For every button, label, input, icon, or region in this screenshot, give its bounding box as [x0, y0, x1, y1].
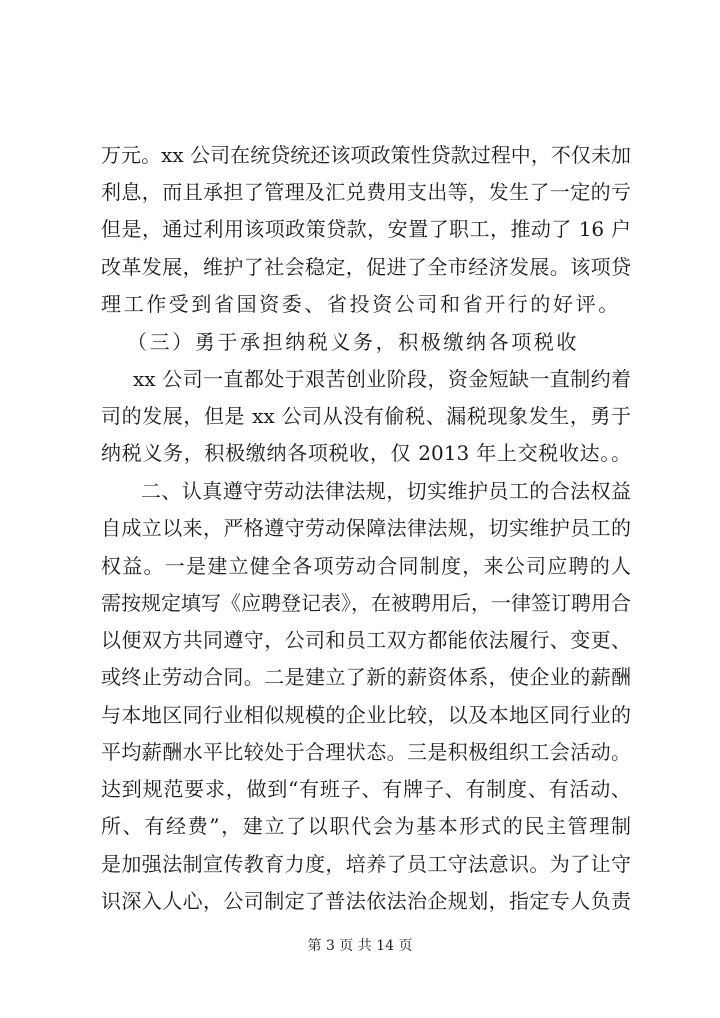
paragraph-line: 纳税义务，积极缴纳各项税收，仅 2013 年上交税收达。。 [101, 441, 631, 465]
section-heading-line: 二、认真遵守劳动法律法规，切实维护员工的合法权益 [141, 479, 631, 503]
paragraph-line: 识深入人心，公司制定了普法依法治企规划，指定专人负责 [101, 889, 631, 913]
paragraph-line: 理工作受到省国资委、省投资公司和省开行的好评。 [101, 292, 621, 316]
paragraph-line: 万元。xx 公司在统贷统还该项政策性贷款过程中，不仅未加 [101, 143, 631, 167]
paragraph-line: 平均薪酬水平比较处于合理状态。三是积极组织工会活动。 [101, 740, 631, 764]
paragraph-line: 但是，通过利用该项政策贷款，安置了职工，推动了 16 户 [101, 217, 631, 241]
paragraph-line: 需按规定填写《应聘登记表》，在被聘用后，一律签订聘用合 [101, 591, 631, 615]
paragraph-line: 所、有经费”，建立了以职代会为基本形式的民主管理制 [101, 814, 631, 838]
paragraph-line: 权益。一是建立健全各项劳动合同制度，来公司应聘的人 [101, 554, 631, 578]
paragraph-line: 或终止劳动合同。二是建立了新的薪资体系，使企业的薪酬 [101, 665, 631, 689]
paragraph-line: 利息，而且承担了管理及汇兑费用支出等，发生了一定的亏 [101, 180, 631, 204]
paragraph-line: 自成立以来，严格遵守劳动保障法律法规，切实维护员工的 [101, 516, 631, 540]
paragraph-line: 以便双方共同遵守，公司和员工双方都能依法履行、变更、 [101, 628, 631, 652]
page-number-footer: 第 3 页 共 14 页 [307, 938, 413, 954]
paragraph-line: 与本地区同行业相似规模的企业比较，以及本地区同行业的 [101, 703, 631, 727]
paragraph-line: 达到规范要求，做到“有班子、有牌子、有制度、有活动、 [101, 777, 631, 801]
section-heading: （三）勇于承担纳税义务，积极缴纳各项税收 [127, 330, 579, 354]
paragraph-line: xx 公司一直都处于艰苦创业阶段，资金短缺一直制约着 [133, 367, 631, 391]
paragraph-line: 是加强法制宣传教育力度，培养了员工守法意识。为了让守 [101, 852, 631, 876]
paragraph-line: 改革发展，维护了社会稳定，促进了全市经济发展。该项贷 [101, 255, 631, 279]
paragraph-line: 司的发展，但是 xx 公司从没有偷税、漏税现象发生，勇于 [101, 404, 631, 428]
